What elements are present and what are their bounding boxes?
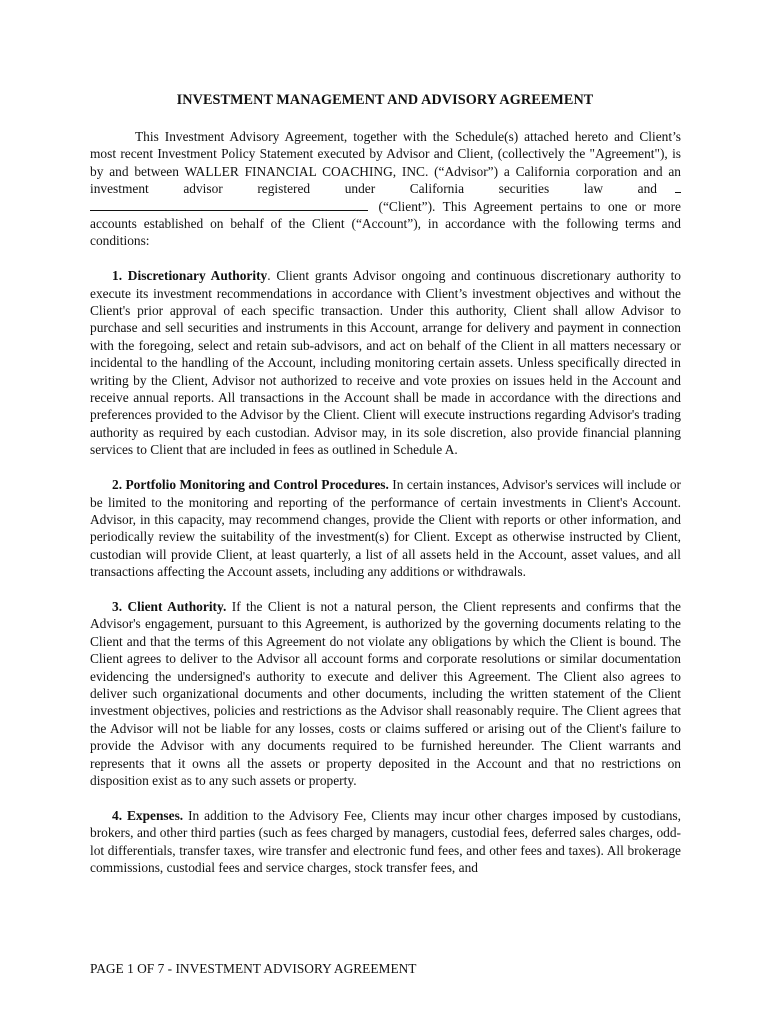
page-footer: PAGE 1 OF 7 - INVESTMENT ADVISORY AGREEMENT xyxy=(90,961,417,976)
section-portfolio-monitoring xyxy=(90,476,681,580)
section-text: If the Client is not a natural person, the Client represents and confirms that the Advisor's engagement, pursuant to this Agreement, is authorized by the governing documents relating to the Client and that the terms of this Agreement do not violate any obligations by which the Client is bound. The Client agrees to deliver to the Advisor all account forms and corporate resolutions or similar documentation evidencing the undersigned's authority to execute and deliver this Agreement. The Client also agrees to deliver such organizational documents and other documents, including the written statement of the Client investment objectives, policies and restrictions as the Advisor shall reasonably require. The Client agrees that the Advisor will not be liable for any losses, costs or claims suffered or arising out of the Client's failure to provide the Advisor with any documents required to be furnished hereunder. The Client warrants and represents that it owns all the assets or property deposited in the Account and that no restrictions on disposition exist as to any such assets or property. xyxy=(90,598,681,788)
intro-paragraph xyxy=(90,128,681,250)
intro-text-part1: This Investment Advisory Agreement, together with the Schedule(s) attached hereto and Client’s most recent Investment Policy Statement executed by Advisor and Client, (collectively the "Agreement"), is by and between WALLER FINANCIAL COACHING, INC. (“Advisor”) a California corporation and an investment advisor registered under California securities law and xyxy=(90,129,681,197)
section-heading: 2. Portfolio Monitoring and Control Procedures. xyxy=(112,477,389,493)
section-text: In certain instances, Advisor's services will include or be limited to the monitoring and reporting of the performance of certain investments in Client's Account. Advisor, in this capacity, may recommend changes, provide the Client with reports or other information, and periodically review the suitability of the investment(s) for Client. Except as otherwise instructed by Client, custodian will provide Client, at least quarterly, a list of all assets held in the Account, asset values, and all transactions affecting the Account assets, including any additions or withdrawals. xyxy=(90,477,681,580)
intro-text-part2: (“Client”). This Agreement pertains to one or more accounts established on behalf of the Client (“Account”), in accordance with the following terms and conditions: xyxy=(90,198,681,249)
section-expenses xyxy=(90,807,681,877)
document-title: INVESTMENT MANAGEMENT AND ADVISORY AGREEMENT xyxy=(176,92,594,108)
section-discretionary-authority xyxy=(90,267,681,458)
client-name-blank-end xyxy=(675,182,681,193)
section-heading: 1. Discretionary Authority xyxy=(112,268,268,284)
section-heading: 3. Client Authority. xyxy=(112,598,227,614)
section-client-authority xyxy=(90,598,681,789)
section-text: In addition to the Advisory Fee, Clients may incur other charges imposed by custodians, brokers, and other third parties (such as fees charged by managers, custodial fees, deferred sales charges, odd-lot differentials, transfer taxes, wire transfer and electronic fund fees, and other fees and taxes). All brokerage commissions, custodial fees and service charges, stock transfer fees, and xyxy=(90,807,681,875)
section-heading: 4. Expenses. xyxy=(112,807,184,823)
document-body xyxy=(90,128,681,894)
section-text: . Client grants Advisor ongoing and continuous discretionary authority to execute its investment recommendations in accordance with Client’s investment objectives and without the Client's prior approval of each specific transaction. Under this authority, Client shall allow Advisor to purchase and sell securities and instruments in this Account, arrange for delivery and payment in connection with the foregoing, select and retain sub-advisors, and act on behalf of the Client in all matters necessary or incidental to the handling of the Account, including monitoring certain assets. Unless specifically directed in writing by the Client, Advisor not authorized to receive and vote proxies on issues held in the Account and receive annual reports. All transactions in the Account shall be made in accordance with the directions and preferences provided to the Advisor by the Client. Client will execute instructions regarding Advisor's trading authority as required by each custodian. Advisor may, in its sole discretion, also provide financial planning services to Client that are included in fees as outlined in Schedule A. xyxy=(90,268,682,458)
client-name-blank xyxy=(90,198,368,211)
